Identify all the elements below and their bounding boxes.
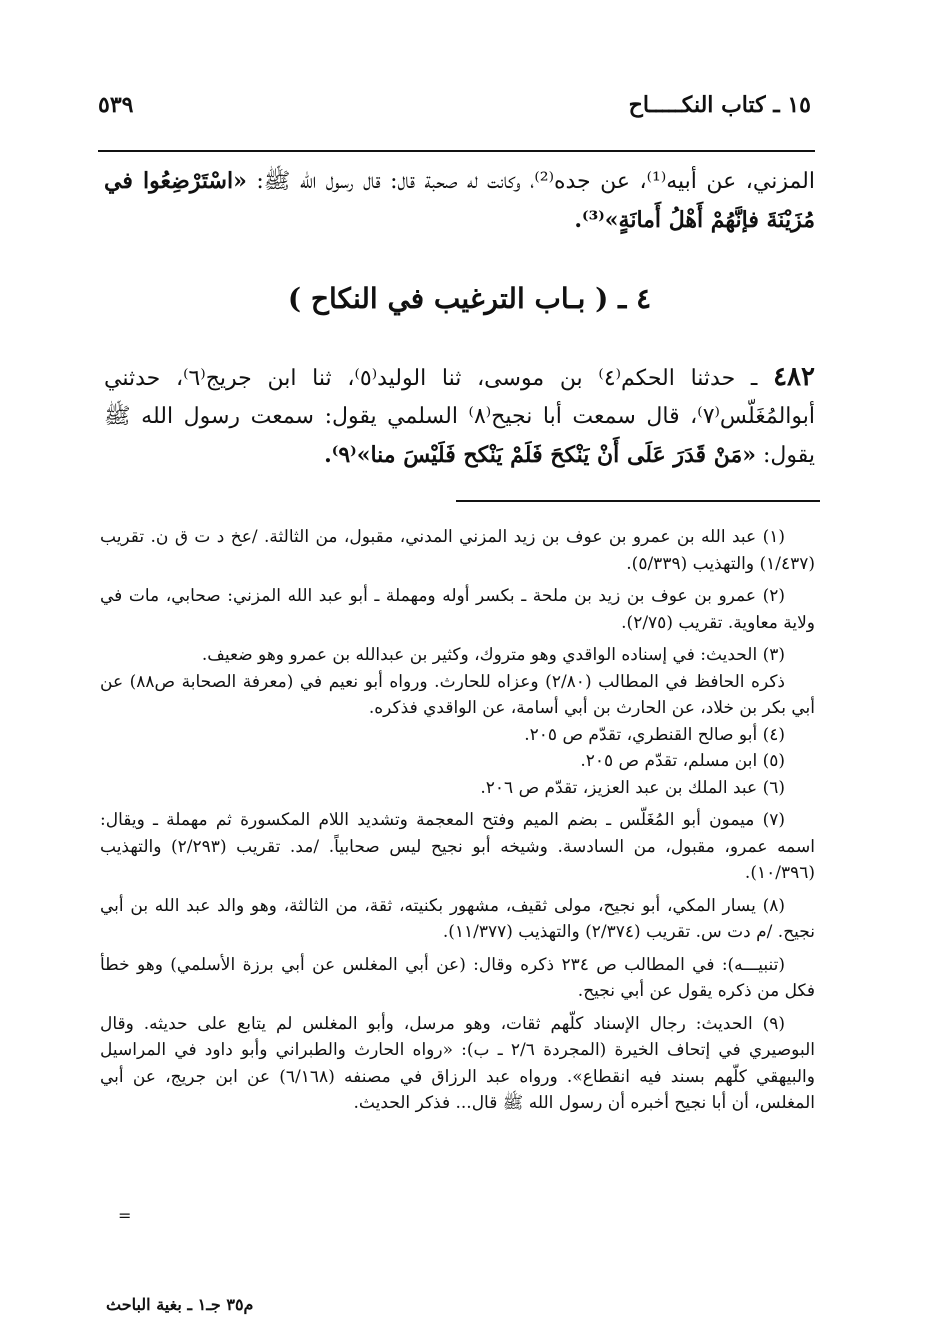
running-header <box>98 92 811 132</box>
footnote-note: (تنبيـــه): في المطالب ص ٢٣٤ ذكره وقال: (عن أبي المغلس عن أبي برزة الأسلمي) وهو خطأ فكل من ذكره يقول عن أبي نجيح. <box>100 954 815 1001</box>
footnote-1: (١) عبد الله بن عمرو بن عوف بن زيد المزني المدني، مقبول، من الثالثة. /عخ د ت ق ن. تقريب (١/٤٣٧) والتهذيب (٥/٣٣٩). <box>100 527 815 574</box>
hadith-text: «اسْتَرْضِعُوا في مُزَيْنَةَ فإنَّهُمْ أَهْلُ أَمانَةٍ»⁽³⁾. <box>104 168 815 233</box>
footnote-3-continued: ذكره الحافظ في المطالب (٢/٨٠) وعزاه للحارث. ورواه أبو نعيم في (معرفة الصحابة ص٨٨) عن أبي بكر بن خلاد، عن الحارث بن أبي أسامة، عن الواقدي فذكره. <box>100 671 815 718</box>
hadith-481-continuation <box>104 162 815 240</box>
section-title: ٤ ـ ( بـاب الترغيب في النكاح ) <box>287 282 652 315</box>
hadith-chain-text: ـ حدثنا الحكم⁽٤⁾ بن موسى، ثنا الوليد⁽٥⁾، ثنا ابن جريج⁽٦⁾، حدثني أبوالمُغَلّس⁽٧⁾، قال سمعت أبا نجيح⁽٨⁾ السلمي يقول: سمعت رسول الله ﷺ يقول: <box>104 366 815 468</box>
footnote-2: (٢) عمرو بن عوف بن زيد بن ملحة ـ بكسر أوله ومهملة ـ أبو عبد الله المزني: صحابي، مات في ولاية معاوية. تقريب (٢/٧٥). <box>100 586 815 633</box>
hadith-chain-text: المزني، عن أبيه⁽¹⁾، عن جده⁽²⁾، وكانت له صحبة قال: قال رسول الله ﷺ: <box>256 169 816 194</box>
hadith-text: «مَنْ قَدَرَ عَلَى أَنْ يَنْكحَ فَلَمْ يَنْكح فَلَيْسَ منا»⁽٩⁾. <box>324 442 756 468</box>
footnote-7: (٧) ميمون أبو المُغَلّس ـ بضم الميم وفتح المعجمة وتشديد اللام المكسورة ثم مهملة ـ ويقال: اسمه عمرو، مقبول، من السادسة. وشيخه أبو نجيح ليس صحابياً. /مد. تقريب (٢/٢٩٣) والتهذيب (١٠/٣٩٦). <box>100 810 815 883</box>
continuation-mark: = <box>118 1206 132 1225</box>
page-footer: م٣٥ جـ١ ـ بغية الباحث <box>106 1295 254 1314</box>
hadith-number: ٤٨٢ <box>773 362 815 392</box>
footnote-4: (٤) أبو صالح القنطري، تقدّم ص ٢٠٥. <box>524 724 785 745</box>
header-rule <box>98 150 815 152</box>
footnote-separator <box>456 500 820 502</box>
footnote-9: (٩) الحديث: رجال الإسناد كلّهم ثقات، وهو مرسل، وأبو المغلس لم يتابع على حديثه. وقال البوصيري في إتحاف الخيرة (المجردة ٢/٦ ـ ب): «رواه الحارث والطبراني وأبو داود في المراسيل والبيهقي كلّهم بسند فيه انقطاع». ورواه عبد الرزاق في مصنفه (٦/١٦٨) عن ابن جريج، عن أبي المغلس، أن أبا نجيح أخبره أن رسول الله ﷺ قال... فذكر الحديث. <box>100 1013 815 1113</box>
hadith-482 <box>104 358 815 475</box>
chapter-title: ١٥ ـ كتاب النكـــــاح <box>628 92 811 118</box>
footnote-6: (٦) عبد الملك بن عبد العزيز، تقدّم ص ٢٠٦. <box>480 777 785 798</box>
footnote-5: (٥) ابن مسلم، تقدّم ص ٢٠٥. <box>580 751 785 771</box>
footnote-3: (٣) الحديث: في إسناده الواقدي وهو متروك، وكثير بن عبدالله بن عمرو وهو ضعيف. <box>201 645 785 665</box>
footnotes <box>100 524 815 1117</box>
page-number: ٥٣٩ <box>98 92 134 118</box>
footnote-8: (٨) يسار المكي، أبو نجيح، مولى ثقيف، مشهور بكنيته، ثقة، من الثالثة، وهو والد عبد الله بن أبي نجيح. /م دت س. تقريب (٢/٣٧٤) والتهذيب (١١/٣٧٧). <box>100 895 815 942</box>
